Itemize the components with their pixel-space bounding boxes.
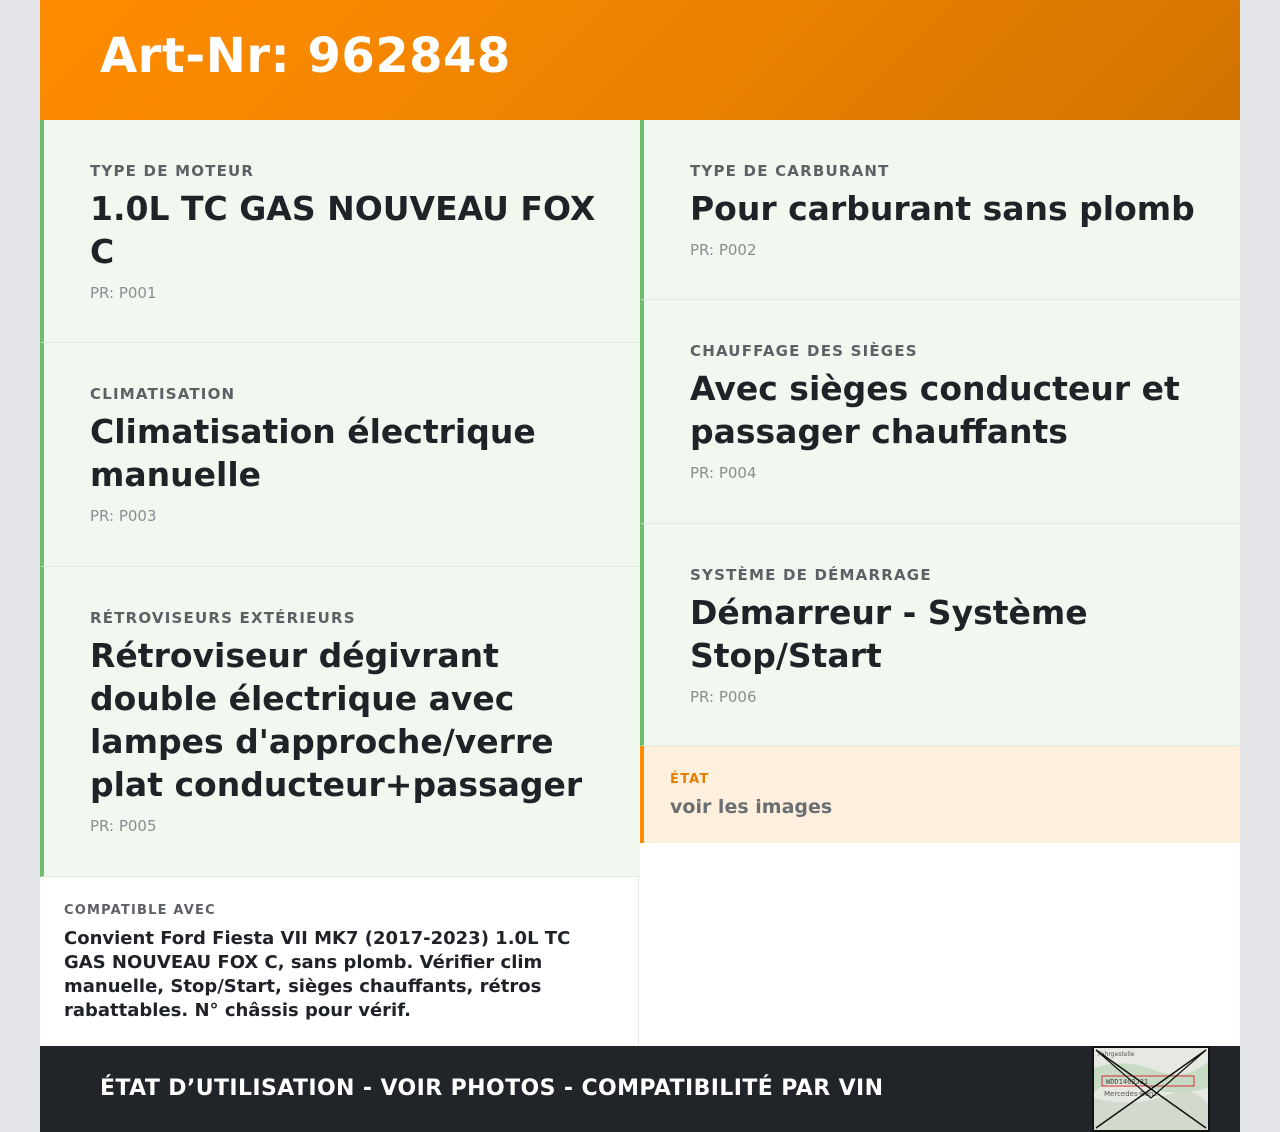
condition-box: [640, 746, 1240, 843]
vin-plate-thumbnail[interactable]: [1092, 1046, 1210, 1132]
footer-text: ÉTAT D’UTILISATION - VOIR PHOTOS - COMPATIBILITÉ PAR VIN: [100, 1076, 884, 1101]
spec-pr-code: PR: P003: [90, 507, 157, 525]
spec-label: SYSTÈME DE DÉMARRAGE: [690, 566, 932, 584]
spec-label: CLIMATISATION: [90, 385, 236, 403]
spec-label: CHAUFFAGE DES SIÈGES: [690, 342, 918, 360]
svg-text:Mercedes-Benz: Mercedes-Benz: [1104, 1090, 1158, 1098]
article-number-title: Art-Nr: 962848: [100, 28, 511, 84]
vin-plate-image: [1094, 1048, 1208, 1130]
spec-pr-code: PR: P002: [690, 241, 757, 259]
header-banner: [40, 0, 1240, 120]
spec-seat-heating: [640, 300, 1240, 524]
spec-label: TYPE DE MOTEUR: [90, 162, 255, 180]
spec-start-system: [640, 524, 1240, 746]
spec-value: Démarreur - Système Stop/Start: [690, 593, 1088, 675]
product-card: [40, 0, 1240, 1132]
spec-value: 1.0L TC GAS NOUVEAU FOX C: [90, 189, 596, 271]
spec-pr-code: PR: P004: [690, 464, 757, 482]
compatibility-label: COMPATIBLE AVEC: [64, 903, 216, 918]
condition-label: ÉTAT: [670, 772, 710, 787]
spec-value: Pour carburant sans plomb: [690, 189, 1195, 228]
spec-exterior-mirrors: [40, 567, 640, 877]
spec-pr-code: PR: P006: [690, 688, 757, 706]
spec-pr-code: PR: P005: [90, 817, 157, 835]
compatibility-text: Convient Ford Fiesta VII MK7 (2017-2023) 1.0L TC GAS NOUVEAU FOX C, sans plomb. Vérifier clim manuelle, Stop/Start, sièges chauffants, rétros rabattables. N° châssis pour vérif.: [64, 928, 571, 1021]
spec-value: Avec sièges conducteur et passager chauffants: [690, 369, 1180, 451]
spec-value: Climatisation électrique manuelle: [90, 412, 536, 494]
spec-label: TYPE DE CARBURANT: [690, 162, 890, 180]
svg-text:Fahrgestelle: Fahrgestelle: [1098, 1051, 1135, 1058]
condition-value: voir les images: [670, 796, 833, 818]
spec-fuel-type: [640, 120, 1240, 300]
spec-label: RÉTROVISEURS EXTÉRIEURS: [90, 609, 356, 627]
footer-bar: [40, 1046, 1240, 1132]
svg-text:WDD1462J31: WDD1462J31: [1106, 1078, 1149, 1086]
compatibility-box: [40, 877, 639, 1046]
spec-air-conditioning: [40, 343, 640, 567]
spec-value: Rétroviseur dégivrant double électrique avec lampes d'approche/verre plat conducteur+passager: [90, 636, 583, 804]
spec-pr-code: PR: P001: [90, 284, 157, 302]
spec-engine-type: [40, 120, 640, 343]
